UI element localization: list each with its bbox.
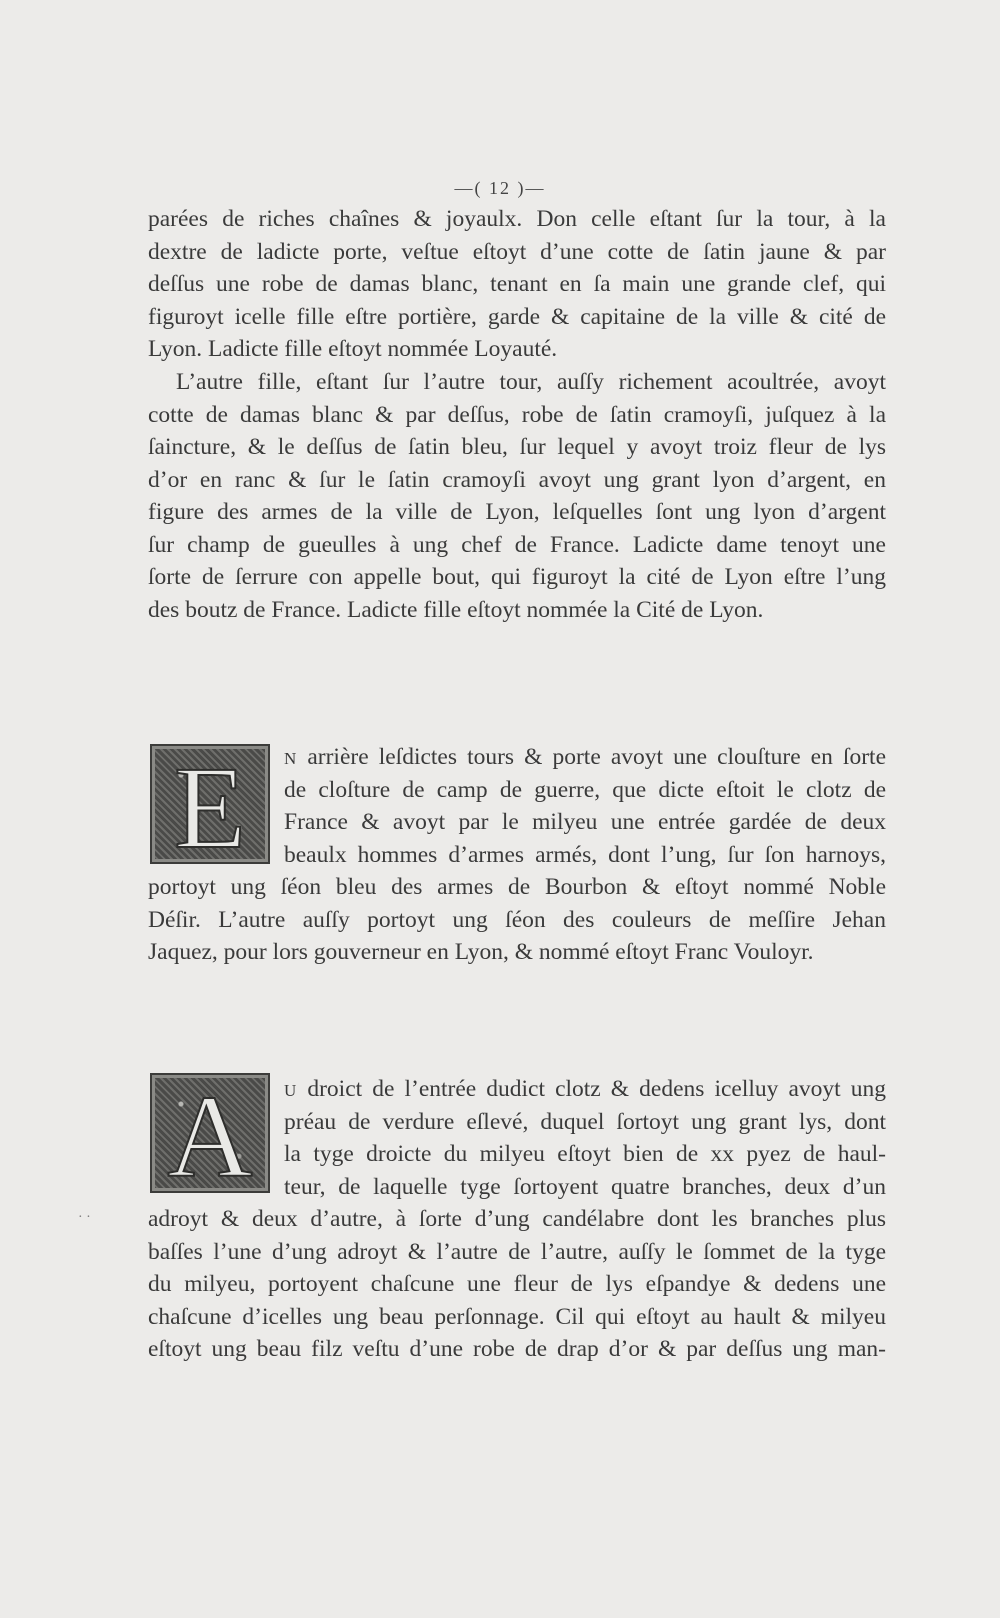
text-line: ſur champ de gueulles à ung chef de France. Ladicte dame tenoyt une bbox=[148, 531, 886, 558]
margin-mark: · · bbox=[78, 1210, 91, 1225]
text-line: d’or en ranc & ſur le ſatin cramoyſi avoyt ung grant lyon d’argent, en bbox=[148, 466, 886, 493]
paragraph-2 bbox=[148, 366, 886, 626]
text-line-rest: droict de l’entrée dudict clotz & dedens icelluy avoyt ung bbox=[297, 1076, 886, 1102]
paragraph-4 bbox=[148, 1073, 886, 1366]
text-line bbox=[148, 741, 886, 774]
text-line bbox=[148, 1073, 886, 1106]
text-line: adroyt & deux d’autre, à ſorte d’ung candélabre dont les branches plus bbox=[148, 1206, 886, 1232]
text-line: figuroyt icelle fille eſtre portière, garde & capitaine de la ville & cité de bbox=[148, 303, 886, 330]
text-line: de cloſture de camp de guerre, que dicte eſtoit le clotz de bbox=[284, 776, 886, 803]
lead-small-cap: U bbox=[284, 1081, 298, 1100]
text-line: Lyon. Ladicte fille eſtoyt nommée Loyauté. bbox=[148, 336, 558, 362]
text-line: la tyge droicte du milyeu eſtoyt bien de xx pyez de haul- bbox=[284, 1141, 886, 1167]
text-line: portoyt ung ſéon bleu des armes de Bourbon & eſtoyt nommé Noble bbox=[148, 874, 886, 900]
text-line: ſorte de ſerrure con appelle bout, qui figuroyt la cité de Lyon eſtre l’ung bbox=[148, 564, 886, 590]
lead-small-cap: N bbox=[284, 749, 298, 768]
text-line: beaulx hommes d’armes armés, dont l’ung, ſur ſon harnoys, bbox=[284, 841, 886, 868]
text-line: eſtoyt ung beau filz veſtu d’une robe de drap d’or & par deſſus ung man- bbox=[148, 1336, 886, 1362]
initial-letter: A bbox=[167, 1071, 253, 1202]
paragraph-3 bbox=[148, 741, 886, 969]
page-number: —( 12 )— bbox=[454, 178, 546, 198]
text-line: ſaincture, & le deſſus de ſatin bleu, ſur lequel y avoyt troiz fleur de lys bbox=[148, 434, 886, 460]
text-line: L’autre fille, eſtant ſur l’autre tour, auſſy richement acoultrée, avoyt bbox=[176, 369, 886, 395]
text-line: chaſcune d’icelles ung beau perſonnage. Cil qui eſtoyt au hault & milyeu bbox=[148, 1303, 886, 1330]
text-line-rest: arrière leſdictes tours & porte avoyt une clouſture en ſorte bbox=[297, 744, 886, 770]
text-line: cotte de damas blanc & par deſſus, robe de ſatin cramoyſi, juſquez à la bbox=[148, 401, 886, 428]
text-line: baſſes l’une d’ung adroyt & l’autre de l’autre, auſſy le ſommet de la tyge bbox=[148, 1238, 886, 1265]
text-line: du milyeu, portoyent chaſcune une fleur de lys eſpandye & dedens une bbox=[148, 1271, 886, 1297]
paragraph-1 bbox=[148, 203, 886, 366]
text-line: des boutz de France. Ladicte fille eſtoyt nommée la Cité de Lyon. bbox=[148, 596, 764, 623]
text-line: Jaquez, pour lors gouverneur en Lyon, & nommé eſtoyt Franc Vouloyr. bbox=[148, 939, 814, 965]
initial-letter: E bbox=[173, 742, 247, 873]
text-line: dextre de ladicte porte, veſtue eſtoyt d’une cotte de ſatin jaune & par bbox=[148, 238, 886, 265]
text-line: figure des armes de la ville de Lyon, leſquelles ſont ung lyon d’argent bbox=[148, 499, 886, 525]
text-line: deſſus une robe de damas blanc, tenant en ſa main une grande clef, qui bbox=[148, 271, 886, 297]
text-line: parées de riches chaînes & joyaulx. Don celle eſtant ſur la tour, à la bbox=[148, 206, 886, 232]
text-line: Déſir. L’autre auſſy portoyt ung ſéon des couleurs de meſſire Jehan bbox=[148, 906, 886, 933]
text-line: France & avoyt par le milyeu une entrée gardée de deux bbox=[284, 809, 886, 835]
text-line: teur, de laquelle tyge ſortoyent quatre branches, deux d’un bbox=[284, 1173, 886, 1200]
text-line: préau de verdure eſlevé, duquel ſortoyt ung grant lys, dont bbox=[284, 1108, 886, 1135]
